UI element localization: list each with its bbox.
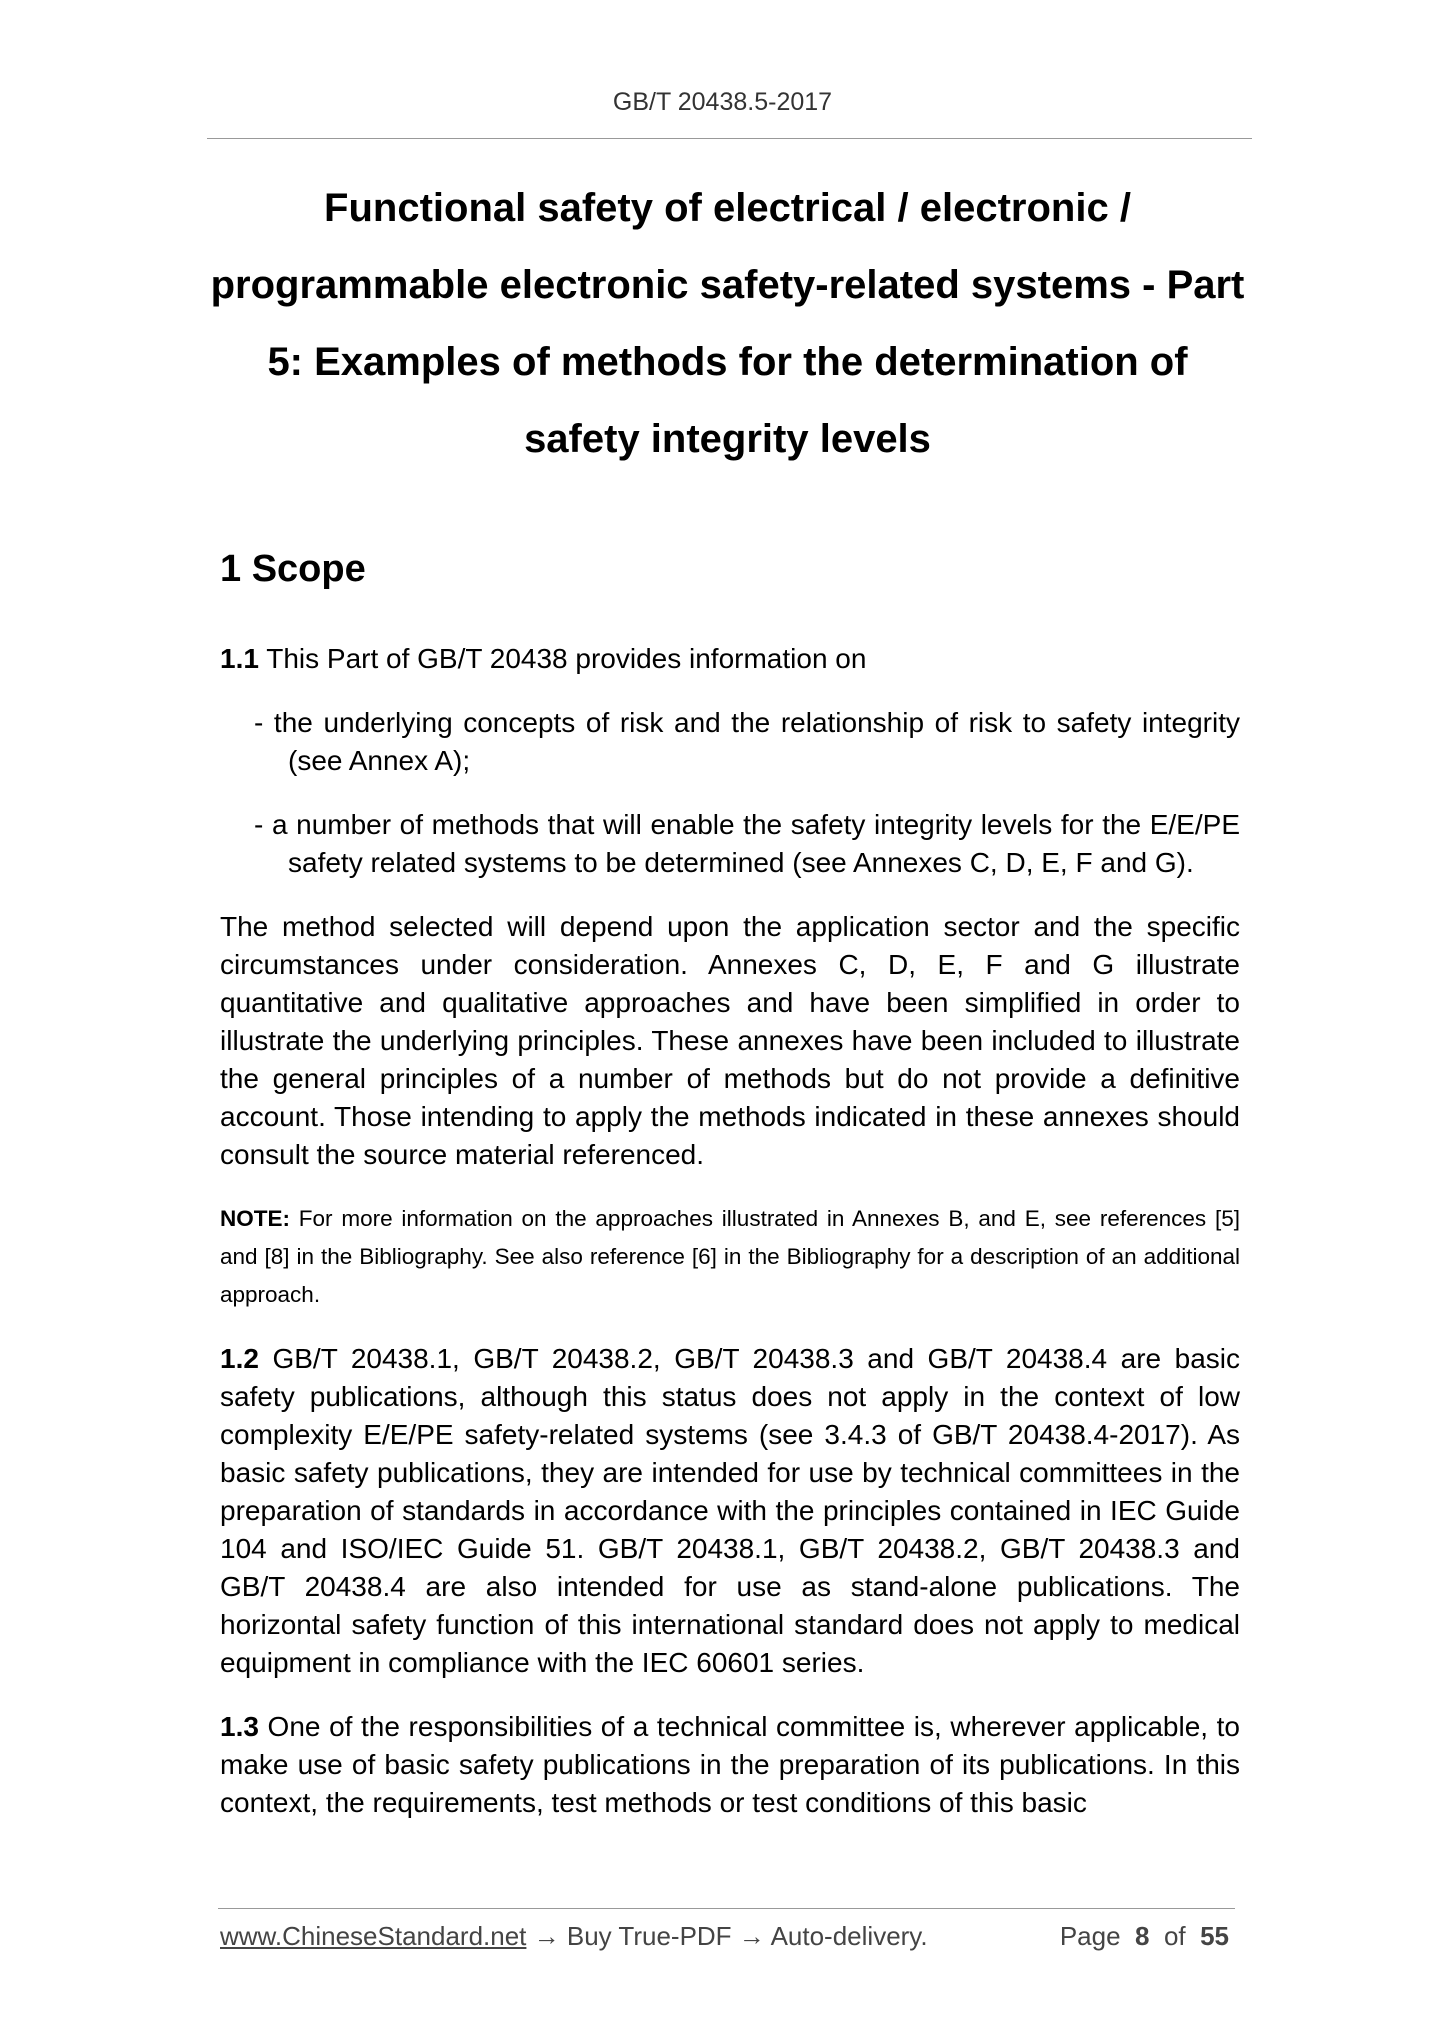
bullet-item: - a number of methods that will enable the safety integrity levels for the E/E/PE safety related systems to be determined (see Annexes C, D, E, F and G). <box>254 809 1240 878</box>
footer-divider <box>218 1908 1235 1909</box>
bullet-item: - the underlying concepts of risk and the relationship of risk to safety integrity (see Annex A); <box>254 707 1240 776</box>
title-line-4: safety integrity levels <box>524 417 931 461</box>
header-divider <box>207 138 1252 139</box>
clause-1-1-paragraph: The method selected will depend upon the application sector and the specific circumstances under consideration. Annexes C, D, E, F and G illustrate quantitative and qualitative approaches and have been simplified in order to illustrate the underlying principles. These annexes have been included to illustrate the general principles of a number of methods but do not provide a definitive account. Those intending to apply the methods indicated in these annexes should consult the source material referenced. <box>220 911 1240 1170</box>
page-label: Page <box>1059 1921 1121 1951</box>
clause-text: This Part of GB/T 20438 provides information on <box>258 643 867 674</box>
clause-1-3 <box>220 1708 1240 1822</box>
clause-number: 1.1 <box>220 643 259 674</box>
document-title <box>205 170 1250 478</box>
footer-promo-text: → Buy True-PDF → Auto-delivery. <box>526 1921 928 1951</box>
clause-number: 1.2 <box>220 1343 259 1374</box>
clause-1-1-intro <box>220 640 1240 678</box>
footer-promo <box>220 1921 928 1952</box>
page-indicator <box>1060 1921 1229 1952</box>
of-label: of <box>1163 1921 1186 1951</box>
title-line-3: 5: Examples of methods for the determination of <box>267 340 1188 384</box>
page-total: 55 <box>1200 1921 1229 1951</box>
title-line-2: programmable electronic safety-related systems - Part <box>210 263 1245 307</box>
clause-text: GB/T 20438.1, GB/T 20438.2, GB/T 20438.3 and GB/T 20438.4 are basic safety publications, although this status does not apply in the context of low complexity E/E/PE safety-related systems (see 3.4.3 of GB/T 20438.4-2017). As basic safety publications, they are intended for use by technical committees in the preparation of standards in accordance with the principles contained in IEC Guide 104 and ISO/IEC Guide 51. GB/T 20438.1, GB/T 20438.2, GB/T 20438.3 and GB/T 20438.4 are also intended for use as stand-alone publications. The horizontal safety function of this international standard does not apply to medical equipment in compliance with the IEC 60601 series. <box>220 1343 1240 1678</box>
clause-text: One of the responsibilities of a technical committee is, wherever applicable, to make use of basic safety publications in the preparation of its publications. In this context, the requirements, test methods or test conditions of this basic <box>220 1711 1240 1818</box>
section-heading-scope: 1 Scope <box>220 548 366 590</box>
header-doc-id: GB/T 20438.5-2017 <box>612 88 833 116</box>
note-label: NOTE: <box>220 1206 290 1231</box>
note <box>220 1200 1240 1314</box>
clause-1-2 <box>220 1340 1240 1682</box>
website-link[interactable]: www.ChineseStandard.net <box>220 1921 527 1951</box>
page-number: 8 <box>1135 1921 1150 1951</box>
title-line-1: Functional safety of electrical / electronic / <box>324 186 1131 230</box>
clause-number: 1.3 <box>220 1711 259 1742</box>
note-text: For more information on the approaches illustrated in Annexes B, and E, see references [5] and [8] in the Bibliography. See also reference [6] in the Bibliography for a description of an additional approach. <box>220 1206 1240 1307</box>
document-body <box>220 640 1240 1848</box>
